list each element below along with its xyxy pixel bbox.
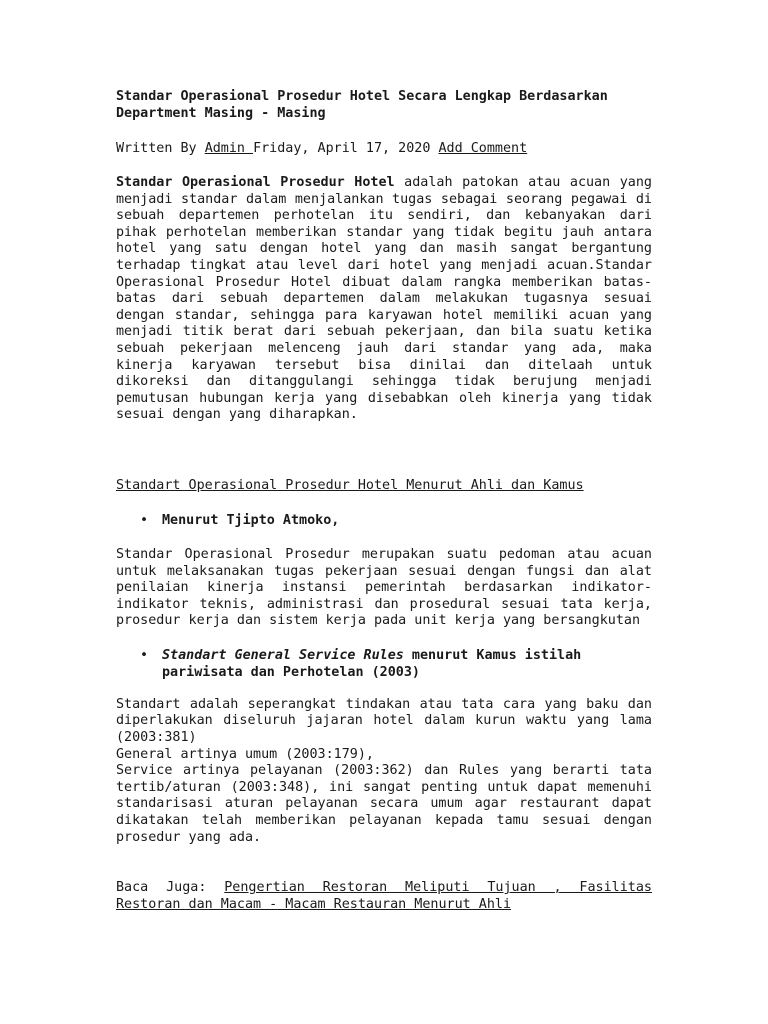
bullet-list-1 bbox=[116, 512, 652, 529]
author-link[interactable]: Admin bbox=[204, 141, 254, 156]
bullet-text: menurut Kamus istilah pariwisata dan Perhotelan (2003) bbox=[162, 647, 582, 680]
post-date: Friday, April 17, 2020 bbox=[253, 141, 439, 156]
read-also-link[interactable]: Pengertian Restoran Meliputi Tujuan , Fasilitas Restoran dan Macam - Macam Restauran Menurut Ahli bbox=[116, 880, 652, 912]
list-item bbox=[116, 512, 652, 529]
definition-paragraph: Standar Operasional Prosedur merupakan suatu pedoman atau acuan untuk melaksanakan tugas pekerjaan sesuai dengan fungsi dan alat penilaian kinerja instansi pemerintah berdasarkan indikator-indikator teknis, administrasi dan prosedural sesuai tata kerja, prosedur kerja dan sistem kerja pada unit kerja yang bersangkutan bbox=[116, 546, 652, 629]
rules-paragraph bbox=[116, 697, 652, 846]
list-item bbox=[116, 647, 652, 681]
section-heading: Standart Operasional Prosedur Hotel Menurut Ahli dan Kamus bbox=[116, 477, 584, 493]
read-also bbox=[116, 880, 652, 913]
rules-line-standart: Standart adalah seperangkat tindakan atau tata cara yang baku dan diperlakukan diseluruh jajaran hotel dalam kurun waktu yang lama (2003:381) bbox=[116, 696, 652, 746]
rules-line-service: Service artinya pelayanan (2003:362) dan Rules yang berarti tata tertib/aturan (2003:348), ini sangat penting untuk dapat memenuhi standarisasi aturan pelayanan secara umum agar restaurant dapat dikatakan telah memberikan pelayanan kepada tamu sesuai dengan prosedur yang ada. bbox=[116, 763, 652, 845]
add-comment-link[interactable]: Add Comment bbox=[438, 141, 528, 156]
lead-text: adalah patokan atau acuan yang menjadi standar dalam menjalankan tugas sebagai seorang pegawai di sebuah departemen perhotelan itu sendiri, dan kebanyakan dari pihak perhotelan memberikan standar yang tidak begitu jauh antara hotel yang satu dengan hotel yang dan masih sangat bergantung terhadap tingkat atau level dari hotel yang menjadi acuan.Standar Operasional Prosedur Hotel dibuat dalam rangka memberikan batas-batas dari sebuah departemen dalam melakukan tugasnya sesuai dengan standar, sehingga para karyawan hotel memiliki acuan yang menjadi titik berat dari sebuah pekerjaan, dan bila suatu ketika sebuah pekerjaan melenceng jauh dari standar yang ada, maka kinerja karyawan tersebut bisa dinilai dan ditelaah untuk dikoreksi dan ditanggulangi sehingga tidak berujung menjadi pemutusan hubungan kerja yang disebabkan oleh kinerja yang tidak sesuai dengan yang diharapkan. bbox=[116, 175, 652, 423]
bullet-icon: • bbox=[140, 512, 149, 528]
bullet-list-2 bbox=[116, 647, 652, 681]
lead-term: Standar Operasional Prosedur Hotel bbox=[116, 175, 395, 190]
rules-line-general: General artinya umum (2003:179), bbox=[116, 746, 374, 762]
read-also-label: Baca Juga: bbox=[116, 880, 225, 896]
lead-paragraph bbox=[116, 175, 652, 424]
article-title: Standar Operasional Prosedur Hotel Secara Lengkap Berdasarkan Department Masing - Masing bbox=[116, 89, 608, 121]
article-body bbox=[116, 88, 652, 913]
bullet-text: Menurut Tjipto Atmoko, bbox=[162, 512, 340, 528]
bullet-icon: • bbox=[140, 647, 149, 663]
written-by-label: Written By bbox=[116, 141, 205, 156]
article-meta bbox=[116, 140, 652, 157]
bullet-italic-term: Standart General Service Rules bbox=[162, 647, 404, 663]
